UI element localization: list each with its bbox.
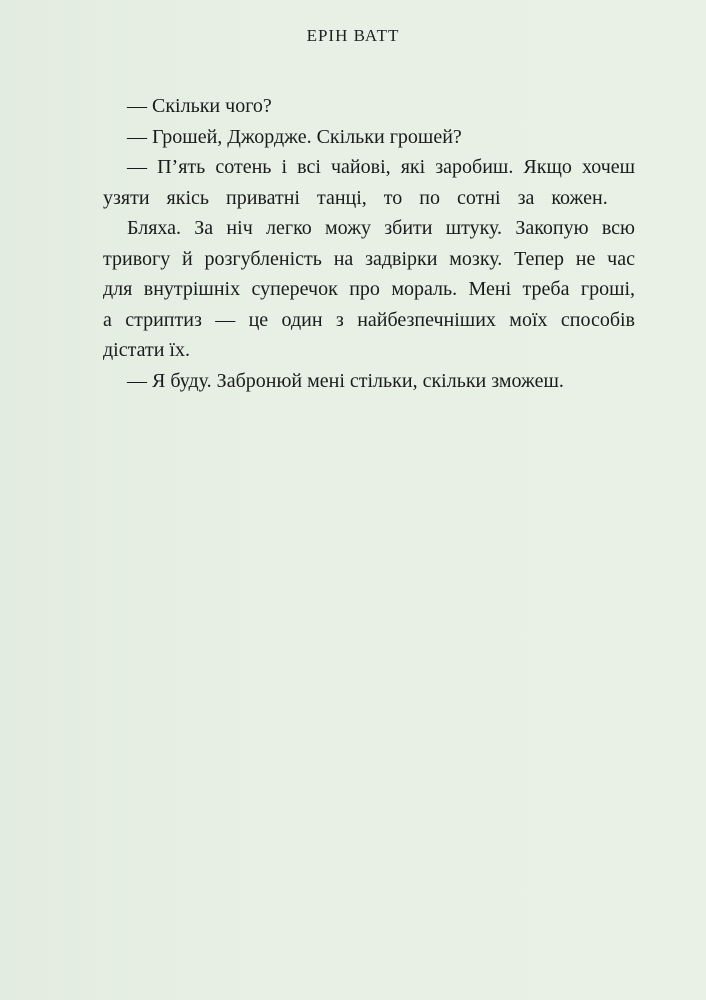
text-line-10: — Я буду. Забронюй мені стільки, скільки зможеш. bbox=[127, 369, 564, 392]
text-line-4: узяти якісь приватні танці, то по сотні за кожен. bbox=[103, 186, 608, 209]
running-head: ЕРІН ВАТТ bbox=[306, 26, 400, 45]
body-text bbox=[103, 91, 636, 396]
text-line-6: тривогу й розгубленість на задвірки мозку. Тепер не час bbox=[103, 247, 635, 270]
text-line-5: Бляха. За ніч легко можу збити штуку. Закопую всю bbox=[127, 217, 635, 239]
text-line-8: а стриптиз — це один з найбезпечніших моїх способів bbox=[103, 308, 635, 331]
text-line-1: — Скільки чого? bbox=[127, 95, 272, 117]
text-line-7: для внутрішніх суперечок про мораль. Мені треба гроші, bbox=[103, 278, 636, 300]
text-line-3: — П’ять сотень і всі чайові, які заробиш. Якщо хочеш bbox=[127, 156, 636, 178]
text-line-9: дістати їх. bbox=[103, 339, 190, 361]
text-line-2: — Грошей, Джордже. Скільки грошей? bbox=[127, 125, 462, 148]
